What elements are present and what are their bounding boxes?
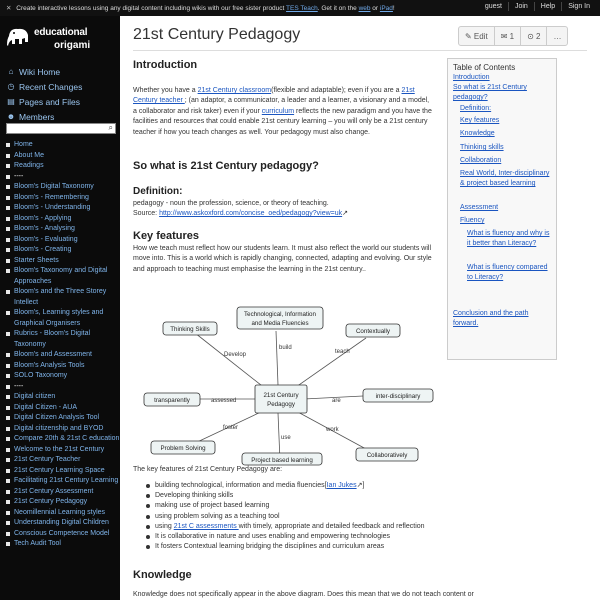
sidebar-link: ---- (6, 382, 120, 393)
problem-label: Problem Solving (160, 445, 206, 452)
toc-entry[interactable]: What is fluency and why is it better than Literacy? (467, 230, 550, 247)
key-features-heading: Key features (133, 230, 200, 242)
edge-label-assessed: assessed (211, 398, 237, 404)
nav-wiki-home[interactable] (6, 64, 116, 79)
teacher-link[interactable]: 21st Century teacher (133, 87, 415, 105)
key-features-intro: The key features of 21st Century Pedagogy are: (133, 466, 283, 473)
sidebar-link[interactable]: Bloom's - Analysing (6, 224, 120, 235)
edge-label-build: build (279, 345, 292, 351)
sidebar-link[interactable]: 21st Century Assessment (6, 487, 120, 498)
web-link[interactable]: web (358, 5, 371, 12)
knowledge-heading: Knowledge (133, 569, 192, 581)
nav-label: Wiki Home (19, 66, 61, 77)
sidebar-link[interactable]: 21st Century Learning Space (6, 466, 120, 477)
sidebar-link[interactable]: Neomillennial Learning styles (6, 508, 120, 519)
sign-in-link[interactable]: Sign In (561, 2, 596, 11)
sidebar (0, 16, 120, 600)
nav-recent-changes[interactable] (6, 79, 116, 94)
sidebar-link[interactable]: Digital Citizen Analysis Tool (6, 413, 120, 424)
sidebar-link[interactable]: Digital Citizen - AUA (6, 403, 120, 414)
nav-pages-files[interactable] (6, 94, 116, 109)
toc-entry[interactable]: Fluency (460, 217, 485, 224)
logo[interactable] (6, 24, 116, 58)
account-links (479, 2, 596, 11)
sidebar-link[interactable]: Bloom's - Creating (6, 245, 120, 256)
sidebar-link[interactable]: Bloom's and Assessment (6, 350, 120, 361)
list-item (143, 481, 473, 491)
definition-body: pedagogy - noun the profession, science, or theory of teaching. (133, 200, 329, 207)
page-title: 21st Century Pedagogy (133, 26, 301, 43)
logo-line1: educational (34, 27, 88, 38)
tech-label-1: Technological, Information (244, 311, 316, 318)
classroom-link[interactable]: 21st Century classroom (197, 87, 272, 94)
list-item (143, 512, 473, 522)
edge-line (276, 331, 278, 385)
close-icon[interactable]: ✕ (6, 5, 12, 12)
center-label-1: 21st Century (263, 392, 299, 399)
sidebar-link[interactable]: Tech Audit Tool (6, 539, 120, 550)
key-features-paragraph: How we teach must reflect how our students learn. It must also reflect the world our students will move into. This is a world which is rapidly changing, connected, adapting and evolving. Our style and approach to teaching must emphasise the learning in the 21st century.. (133, 245, 432, 273)
external-link-icon: ↗ (342, 210, 349, 218)
toc-entry[interactable]: Assessment (460, 204, 499, 211)
list-text: using problem solving as a teaching tool (155, 512, 280, 520)
toc-entry[interactable]: Thinking skills (460, 144, 504, 151)
key-features-list (143, 481, 473, 552)
list-text: It is collaborative in nature and uses enabling and empowering technologies (155, 533, 391, 541)
edge-line (195, 333, 266, 389)
toc-entry[interactable]: Knowledge (460, 130, 495, 137)
list-item (143, 542, 473, 552)
history-button[interactable]: ⊙ 2 (520, 27, 546, 45)
tech-label-2: and Media Fluencies (251, 320, 309, 327)
pages-icon: ▤ (7, 97, 15, 106)
title-divider (133, 50, 587, 51)
main-nav (6, 64, 116, 124)
toc-entry[interactable]: Real World, Inter-disciplinary & project based learning (460, 170, 550, 187)
help-link[interactable]: Help (534, 2, 561, 11)
edit-button[interactable]: ✎ Edit (465, 31, 488, 41)
list-item (143, 522, 473, 532)
sidebar-link[interactable]: Bloom's - Applying (6, 214, 120, 225)
sidebar-link: ---- (6, 172, 120, 183)
list-text: making use of project based learning (155, 502, 270, 510)
list-text-after: with timely, appropriate and detailed feedback and reflection (238, 522, 425, 530)
list-text: building technological, information and media fluencies[ (155, 482, 327, 489)
search-icon[interactable]: ⌕ (108, 123, 113, 132)
sidebar-link[interactable]: Home (6, 140, 120, 151)
edge-label-foster: foster (223, 425, 239, 431)
transparent-label: transparently (154, 397, 190, 404)
toc-title: Table of Contents (453, 63, 516, 72)
notice-text (6, 4, 395, 12)
toc-entry[interactable]: So what is 21st Century pedagogy? (453, 84, 527, 101)
center-label-2: Pedagogy (267, 401, 295, 408)
list-text: using (155, 522, 174, 530)
list-item (143, 532, 473, 542)
sidebar-link[interactable]: Bloom's Analysis Tools (6, 361, 120, 372)
collab-label: Collaboratively (366, 452, 408, 459)
list-text-after: ↗] (356, 482, 365, 489)
logo-line2: origami (54, 40, 91, 51)
sidebar-link[interactable]: Bloom's - Remembering (6, 193, 120, 204)
project-label: Project based learning (251, 457, 313, 464)
sidebar-link[interactable]: Bloom's - Understanding (6, 203, 120, 214)
oxford-link[interactable]: http://www.askoxford.com/concise_oed/pedagogy?view=uk (159, 210, 343, 218)
clock-icon: ◷ (7, 82, 15, 91)
intro-paragraph (133, 86, 433, 138)
sidebar-link[interactable]: Bloom's, Learning styles and Graphical Organisers (6, 308, 120, 329)
sidebar-link[interactable]: 21st Century Teacher (6, 455, 120, 466)
top-notice-bar (0, 0, 600, 16)
sidebar-link[interactable]: Digital citizenship and BYOD (6, 424, 120, 435)
edge-label-are: are (332, 398, 341, 404)
intro-heading: Introduction (133, 59, 198, 71)
more-button[interactable]: … (546, 27, 567, 45)
page-tools (458, 26, 568, 46)
nav-label: Recent Changes (19, 81, 83, 92)
edge-label-teach: teach (335, 349, 350, 355)
toc-entry[interactable]: Collaboration (460, 157, 502, 164)
ipad-link[interactable]: iPad (379, 5, 393, 12)
toc-entry[interactable]: Definition: (460, 105, 492, 112)
text: ; (an adaptor, a communicator, a leader and a learner, a visionary and a model, a collaborator and risk taker) even if your (133, 97, 430, 115)
nav-members[interactable] (6, 109, 116, 124)
list-link[interactable]: Ian Jukes (326, 482, 357, 489)
sidebar-search-input[interactable] (6, 123, 116, 134)
notice-mid: . Get it on the (317, 5, 359, 12)
sidebar-link[interactable]: 21st Century Pedagogy (6, 497, 120, 508)
sidebar-link[interactable]: About Me (6, 151, 120, 162)
center-node (255, 385, 307, 413)
list-text: Developing thinking skills (155, 492, 234, 500)
toc-entry[interactable]: Key features (460, 117, 500, 124)
sidebar-link[interactable]: Conscious Competence Model (6, 529, 120, 540)
interdisc-label: inter-disciplinary (375, 393, 421, 400)
pedagogy-concept-map (141, 301, 441, 466)
edge-label-work: work (326, 427, 339, 433)
toc-entry[interactable]: Conclusion and the path forward. (453, 310, 529, 327)
sidebar-link[interactable]: Understanding Digital Children (6, 518, 120, 529)
knowledge-paragraph: Knowledge does not specifically appear in the above diagram. Does this mean that we do not teach content or (133, 591, 474, 598)
notice-end: ! (392, 5, 395, 12)
elephant-logo-icon (6, 26, 32, 50)
sidebar-link[interactable]: Readings (6, 161, 120, 172)
source-label: Source: (133, 210, 160, 218)
list-item (143, 491, 473, 501)
nav-label: Pages and Files (19, 96, 80, 107)
thinking-label: Thinking Skills (170, 326, 210, 333)
definition-source (133, 209, 433, 219)
sidebar-link[interactable]: Bloom's - Evaluating (6, 235, 120, 246)
home-icon: ⌂ (8, 67, 14, 76)
edge-label-develop: Develop (224, 352, 247, 358)
join-link[interactable]: Join (508, 2, 534, 11)
list-link[interactable]: 21st C assessments (173, 522, 239, 530)
table-of-contents (447, 58, 557, 360)
notice-prefix: Create interactive lessons using any digital content including wikis with our free sister product (16, 5, 287, 12)
sidebar-link[interactable]: Starter Sheets (6, 256, 120, 267)
sidebar-link[interactable]: SOLO Taxonomy (6, 371, 120, 382)
edge-line (296, 338, 366, 387)
list-text: It fosters Contextual learning bridging the disciplines and curriculum areas (155, 543, 385, 551)
text: Whether you have a (133, 87, 198, 94)
definition-heading: Definition: (133, 186, 183, 197)
members-icon: ☻ (6, 112, 16, 121)
list-item (143, 501, 473, 511)
sidebar-link[interactable]: Welcome to the 21st Century (6, 445, 120, 456)
sidebar-link[interactable]: Compare 20th & 21st C education (6, 434, 120, 445)
sidebar-link[interactable]: Bloom's Digital Taxonomy (6, 182, 120, 193)
sidebar-link[interactable]: Bloom's Taxonomy and Digital Approaches (6, 266, 120, 287)
text: reflects the new paradigm and you have the facilities and resources that could enable 21st century learning – you will only be a 21st century teacher if how you teach changes as well. Your pedagogy must also change. (133, 107, 432, 136)
sidebar-links (6, 140, 120, 550)
sidebar-link[interactable]: Rubrics - Bloom's Digital Taxonomy (6, 329, 120, 350)
sidebar-link[interactable]: Bloom's and the Three Storey Intellect (6, 287, 120, 308)
curriculum-link[interactable]: curriculum (261, 107, 295, 115)
edge-label-use: use (281, 435, 291, 441)
toc-entry[interactable]: What is fluency compared to Literacy? (467, 264, 548, 281)
tes-teach-link[interactable]: TES Teach (286, 5, 318, 12)
notice-or: or (370, 5, 380, 12)
nav-label: Members (19, 111, 55, 122)
comments-button[interactable]: ✉ 1 (494, 27, 520, 45)
sidebar-link[interactable]: Facilitating 21st Century Learning (6, 476, 120, 487)
sidebar-link[interactable]: Digital citizen (6, 392, 120, 403)
what-heading: So what is 21st Century pedagogy? (133, 160, 319, 172)
guest-label: guest (484, 3, 502, 10)
definition-text (133, 199, 433, 220)
toc-entry[interactable]: Introduction (453, 74, 490, 81)
context-label: Contextually (355, 328, 391, 335)
text: (flexible and adaptable); even if you are a (271, 87, 402, 94)
